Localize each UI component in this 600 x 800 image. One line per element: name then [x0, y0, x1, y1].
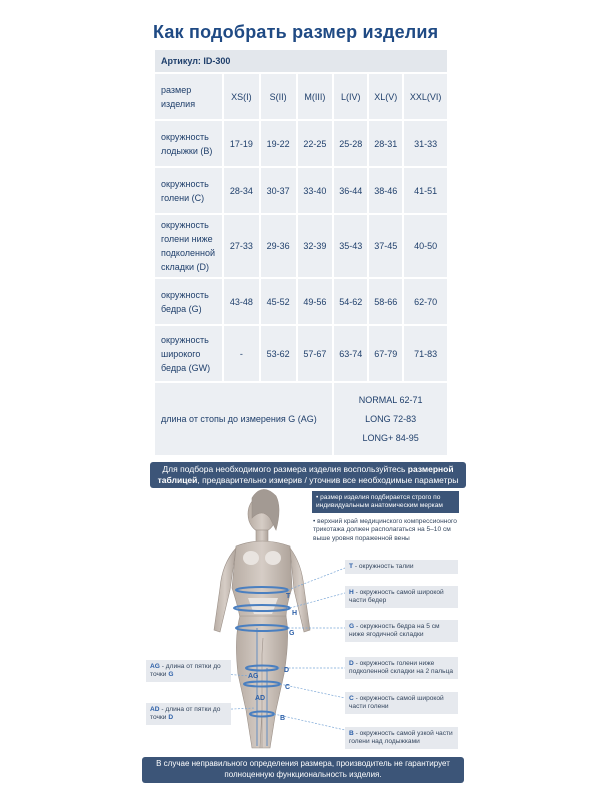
callout-key: B — [349, 730, 354, 737]
table-cell: 31-33 — [404, 121, 447, 166]
table-cell: 28-34 — [224, 168, 259, 213]
marker-d: D — [284, 667, 290, 674]
table-row — [155, 215, 447, 277]
table-row — [155, 168, 447, 213]
callout-text: - окружность голени ниже подколенной складки на 2 пальца — [349, 660, 454, 676]
marker-g: G — [289, 630, 295, 637]
table-cell: 57-67 — [298, 326, 333, 381]
callout-text: - окружность самой широкой части бедер — [349, 589, 444, 605]
row-label: окружность широкого бедра (GW) — [155, 326, 222, 381]
page-title: Как подобрать размер изделия — [153, 22, 439, 42]
table-cell: 17-19 — [224, 121, 259, 166]
table-cell: 45-52 — [261, 279, 296, 324]
row-label: окружность лодыжки (B) — [155, 121, 222, 166]
marker-ag: AG — [248, 673, 259, 680]
info-note-text: • верхний край медицинского компрессионного трикотажа должен располагаться на 5–10 см выше уровня пораженной вены — [313, 518, 457, 542]
size-header-l: L(IV) — [334, 74, 367, 119]
table-cell: 49-56 — [298, 279, 333, 324]
callout-key: AD — [150, 706, 160, 713]
table-cell: 54-62 — [334, 279, 367, 324]
table-cell: 28-31 — [369, 121, 402, 166]
info-box-text: • размер изделия подбирается строго по индивидуальным анатомическим меркам — [316, 494, 443, 510]
table-cell: 71-83 — [404, 326, 447, 381]
ag-value-long: LONG 72-83 — [365, 413, 417, 424]
table-cell: 58-66 — [369, 279, 402, 324]
info-box — [312, 491, 459, 513]
marker-ad: AD — [255, 695, 266, 702]
body-figure — [0, 478, 600, 768]
table-cell: 22-25 — [298, 121, 333, 166]
table-cell: 33-40 — [298, 168, 333, 213]
marker-t: T — [286, 593, 291, 600]
size-header-m: M(III) — [298, 74, 333, 119]
callout-h — [345, 586, 458, 608]
table-cell: 41-51 — [404, 168, 447, 213]
table-cell: 36-44 — [334, 168, 367, 213]
callout-key: H — [349, 589, 354, 596]
size-header-xl: XL(V) — [369, 74, 402, 119]
size-header-xxl: XXL(VI) — [404, 74, 447, 119]
callout-text: - длина от пятки до точки — [150, 663, 221, 679]
bottom-banner — [142, 757, 464, 783]
row-label: окружность голени (C) — [155, 168, 222, 213]
ag-value-normal: NORMAL 62-71 — [358, 394, 423, 405]
banner-text: , предварительно измерив / уточнив все необходимые параметры — [197, 475, 459, 485]
table-cell: 38-46 — [369, 168, 402, 213]
table-cell: 62-70 — [404, 279, 447, 324]
banner-text: Для подбора необходимого размера изделия воспользуйтесь — [162, 464, 408, 474]
callout-key: D — [168, 714, 174, 722]
row-label: окружность голени ниже подколенной складки (D) — [155, 215, 222, 277]
callout-c — [345, 692, 458, 714]
ag-value-long-plus: LONG+ 84-95 — [362, 432, 419, 443]
table-cell: 43-48 — [224, 279, 259, 324]
size-table — [153, 48, 449, 457]
table-cell: - — [224, 326, 259, 381]
table-cell: 32-39 — [298, 215, 333, 277]
callout-text: - окружность бедра на 5 см ниже ягодичной складки — [349, 623, 440, 639]
callout-key: D — [349, 660, 354, 667]
row-label: окружность бедра (G) — [155, 279, 222, 324]
table-cell: 53-62 — [261, 326, 296, 381]
table-row — [155, 383, 447, 455]
callout-ag — [146, 660, 231, 682]
callout-d — [345, 657, 458, 679]
table-cell: 37-45 — [369, 215, 402, 277]
marker-h: H — [292, 610, 298, 617]
callout-key: C — [349, 695, 354, 702]
callout-t — [345, 560, 458, 574]
size-header-s: S(II) — [261, 74, 296, 119]
callout-key: G — [349, 623, 355, 630]
ag-label: длина от стопы до измерения G (AG) — [155, 383, 332, 455]
callout-ad — [146, 703, 231, 725]
callout-key: G — [168, 671, 174, 679]
marker-c: C — [285, 684, 291, 691]
callout-g — [345, 620, 458, 642]
top-garment — [243, 551, 259, 565]
ag-values — [334, 383, 447, 455]
size-header-xs: XS(I) — [224, 74, 259, 119]
callout-b — [345, 727, 458, 749]
callout-key: AG — [150, 663, 160, 670]
table-cell: 40-50 — [404, 215, 447, 277]
table-row — [155, 121, 447, 166]
callout-text: - окружность талии — [353, 563, 414, 570]
callout-text: - окружность самой узкой части голени над лодыжками — [349, 730, 453, 746]
table-row — [155, 326, 447, 381]
table-cell: 27-33 — [224, 215, 259, 277]
article-label: Артикул: ID-300 — [155, 50, 447, 72]
callout-key: T — [349, 563, 354, 570]
size-header-label: размер изделия — [155, 74, 222, 119]
bottom-banner-text: В случае неправильного определения размера, производитель не гарантирует полноценную функциональность изделия. — [156, 759, 450, 779]
banner-bold-text: размерной таблицей — [157, 464, 454, 485]
callout-text: - длина от пятки до точки — [150, 706, 221, 722]
callout-text: - окружность самой широкой части голени — [349, 695, 444, 711]
table-cell: 35-43 — [334, 215, 367, 277]
table-cell: 29-36 — [261, 215, 296, 277]
table-cell: 19-22 — [261, 121, 296, 166]
info-note — [313, 518, 458, 543]
marker-b: B — [280, 715, 286, 722]
table-cell: 67-79 — [369, 326, 402, 381]
table-row — [155, 279, 447, 324]
table-cell: 63-74 — [334, 326, 367, 381]
table-cell: 30-37 — [261, 168, 296, 213]
table-cell: 25-28 — [334, 121, 367, 166]
